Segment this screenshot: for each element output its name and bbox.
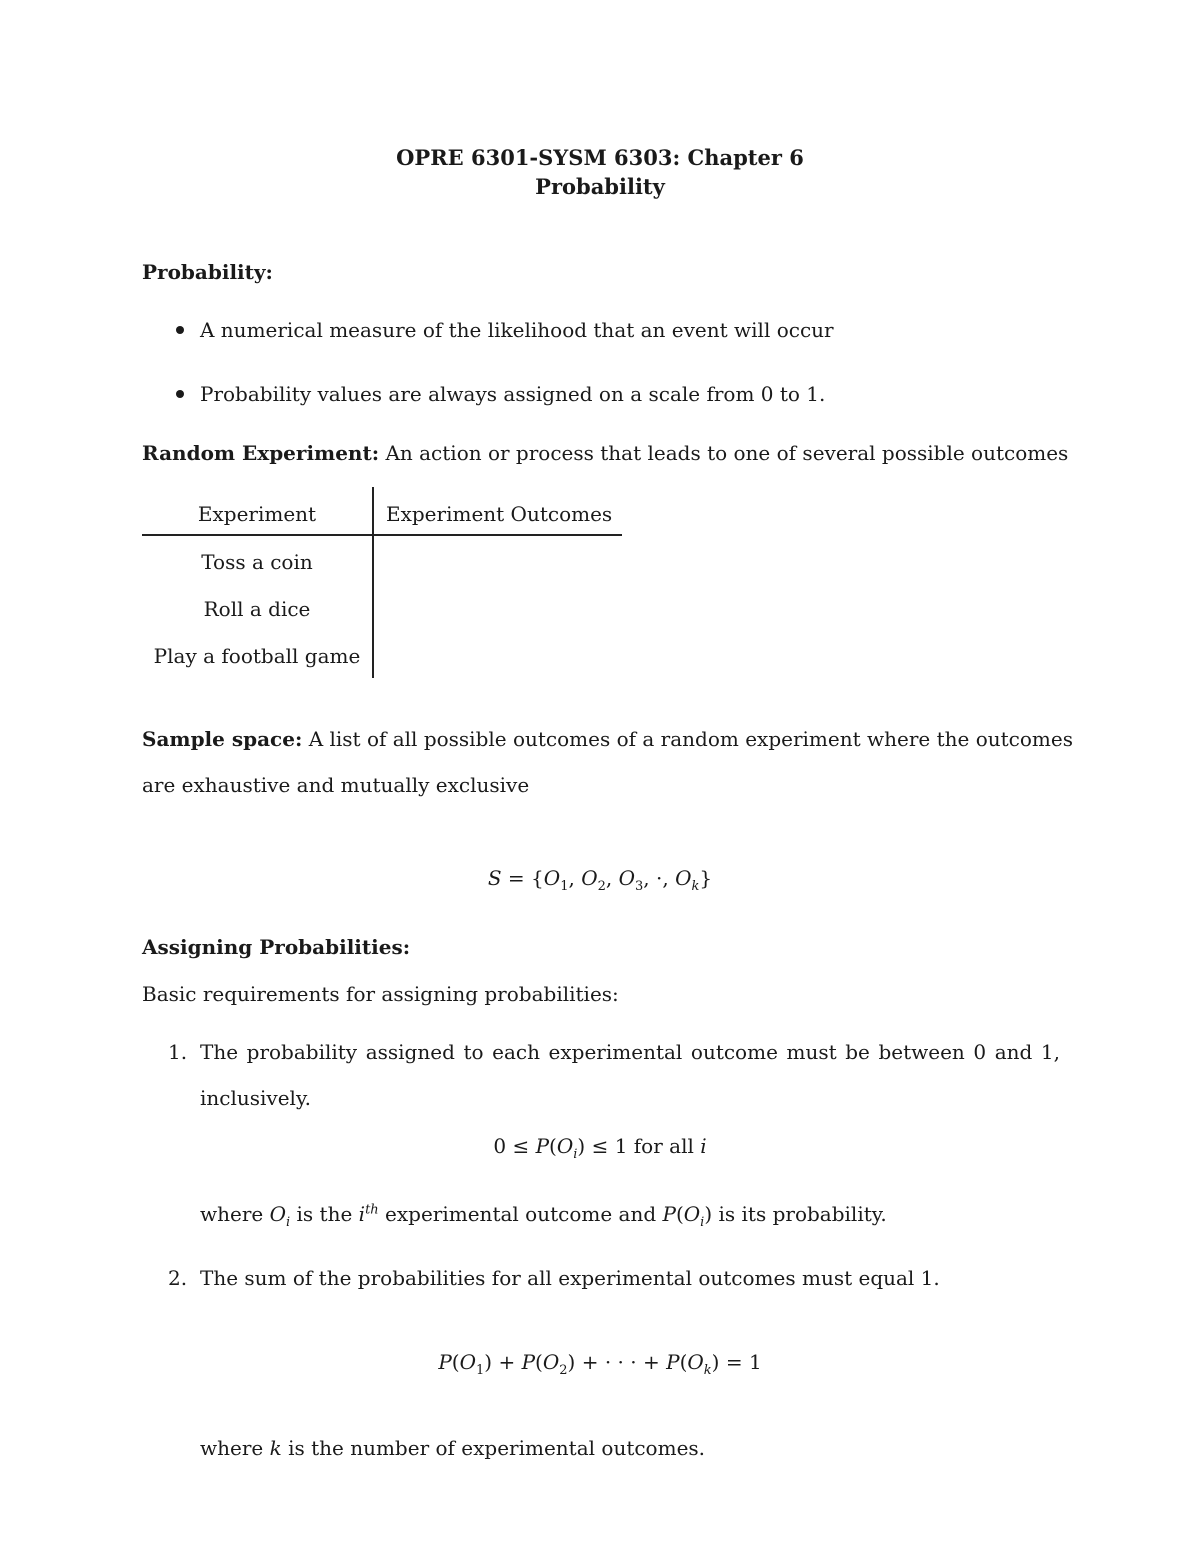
list-number: 1. (168, 1040, 188, 1064)
table-row-cell: Play a football game (153, 644, 361, 668)
page-title: OPRE 6301-SYSM 6303: Chapter 6 (396, 145, 804, 170)
table-header-outcomes: Experiment Outcomes (386, 502, 613, 526)
where-text: where (200, 1202, 264, 1226)
requirement-1-where: where $O_i$ is the $i^{th}$ experimental outcome and $P(O_i)$ is its probability. (200, 1202, 887, 1230)
requirement-2-where: where k is the number of experimental outcomes. (200, 1436, 706, 1460)
table-vertical-rule (372, 487, 374, 678)
probability-bullet-2: Probability values are always assigned on a scale from 0 to 1. (200, 382, 826, 406)
where-text: is the (296, 1202, 353, 1226)
sample-space-paragraph (142, 727, 1073, 751)
probability-heading: Probability: (142, 260, 273, 284)
where-text: experimental outcome and (385, 1202, 657, 1226)
requirement-1-line2: inclusively. (200, 1086, 311, 1110)
where-text: where (200, 1436, 264, 1460)
random-experiment-heading: Random Experiment: (142, 441, 380, 465)
table-header-rule (142, 534, 622, 536)
sample-space-definition-1: A list of all possible outcomes of a random experiment where the outcomes (308, 727, 1073, 751)
table-row-cell: Toss a coin (201, 550, 313, 574)
table-header-experiment: Experiment (197, 502, 317, 526)
sample-space-formula: $S = \{O_1$, $O_2$, $O_3$, ·, $O_k$} (487, 866, 713, 894)
list-number: 2. (168, 1266, 188, 1290)
page-subtitle: Probability (535, 174, 665, 199)
probability-bullet-1: A numerical measure of the likelihood that an event will occur (200, 318, 834, 342)
requirement-2-formula: $P(O_1) + P(O_2)$ + · · · + $P(O_k) = 1$ (438, 1350, 762, 1378)
requirement-2-line1: The sum of the probabilities for all experimental outcomes must equal 1. (200, 1266, 940, 1290)
table-row-cell: Roll a dice (203, 597, 311, 621)
requirement-1-line1: The probability assigned to each experimental outcome must be between 0 and 1, (200, 1040, 1060, 1064)
where-text: is the number of experimental outcomes. (288, 1436, 706, 1460)
where-text: is its probability. (718, 1202, 887, 1226)
formula-text: for all (633, 1134, 694, 1158)
random-experiment-definition: An action or process that leads to one of several possible outcomes (385, 441, 1069, 465)
bullet-icon (176, 326, 184, 334)
assigning-intro: Basic requirements for assigning probabilities: (142, 982, 619, 1006)
sample-space-heading: Sample space: (142, 727, 303, 751)
bullet-icon (176, 390, 184, 398)
random-experiment-paragraph (142, 441, 1068, 465)
assigning-heading: Assigning Probabilities: (142, 935, 411, 959)
sample-space-definition-2: are exhaustive and mutually exclusive (142, 773, 530, 797)
requirement-1-formula: $0 \le P(O_i) \le 1$ for all i (493, 1134, 707, 1162)
